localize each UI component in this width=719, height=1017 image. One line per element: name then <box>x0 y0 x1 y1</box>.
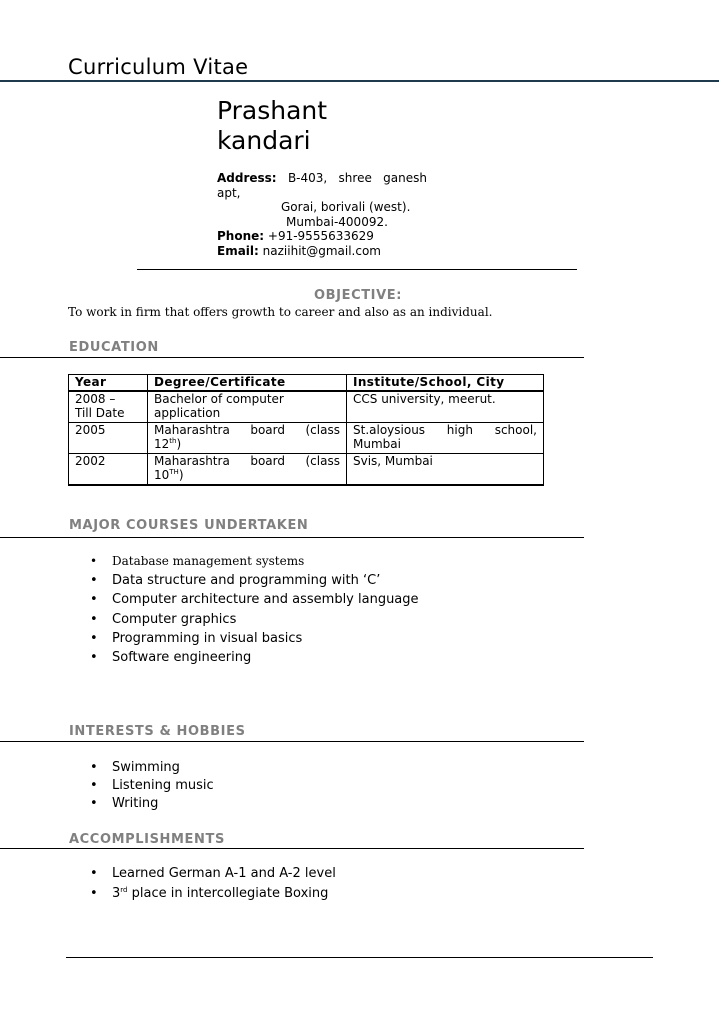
address-line-2: apt, <box>217 185 241 200</box>
table-row <box>69 422 544 453</box>
year-line: 2005 <box>75 422 106 437</box>
degree-line <box>154 468 340 483</box>
list-item: • Writing <box>90 795 214 813</box>
phone-value: +91-9555633629 <box>267 229 374 243</box>
list-item: • Database management systems <box>90 552 419 571</box>
list-item: • Software engineering <box>90 648 419 667</box>
degree-word: (class <box>305 422 340 437</box>
courses-list <box>90 552 419 667</box>
institute-word: school, <box>494 422 537 437</box>
degree-line <box>154 454 340 469</box>
address-word: B-403, <box>287 171 328 185</box>
degree-cell <box>148 453 347 485</box>
place-suffix: rd <box>120 885 128 894</box>
courses-heading: MAJOR COURSES UNDERTAKEN <box>69 518 309 533</box>
objective-heading: OBJECTIVE: <box>314 288 403 303</box>
table-row <box>69 453 544 485</box>
institute-cell <box>347 391 544 423</box>
degree-word: board <box>250 422 285 437</box>
education-rule <box>0 357 584 358</box>
list-item: • Learned German A-1 and A-2 level <box>90 864 336 884</box>
accomplishments-rule <box>0 848 584 849</box>
list-item: • Swimming <box>90 759 214 777</box>
list-item: • Data structure and programming with ‘C’ <box>90 571 419 590</box>
degree-word: (class <box>305 453 340 468</box>
contact-block <box>217 171 427 258</box>
education-table <box>68 374 544 486</box>
address-line-3: Gorai, borivali (west). <box>281 200 411 214</box>
institute-line: CCS university, meerut. <box>353 391 496 406</box>
degree-word: Maharashtra <box>154 453 230 468</box>
year-line: Till Date <box>75 406 125 420</box>
list-item <box>90 884 336 904</box>
header-rule <box>0 80 719 82</box>
year-cell <box>69 453 148 485</box>
degree-line <box>154 437 340 452</box>
year-line: 2008 – <box>75 391 116 406</box>
degree-word: board <box>250 453 285 468</box>
column-header-year: Year <box>69 375 148 391</box>
degree-sup: th <box>169 437 177 445</box>
list-item: • Computer graphics <box>90 610 419 629</box>
institute-line: Mumbai <box>353 437 401 451</box>
degree-close: ) <box>176 437 182 451</box>
column-header-institute: Institute/School, City <box>347 375 544 391</box>
address-word: shree <box>338 171 372 185</box>
place-text: place in intercollegiate Boxing <box>127 885 329 901</box>
document-title: Curriculum Vitae <box>68 55 249 79</box>
institute-line <box>353 423 537 438</box>
institute-word: high <box>446 422 473 437</box>
courses-rule <box>0 537 584 538</box>
footer-rule <box>66 957 653 958</box>
contact-rule <box>137 269 577 270</box>
address-line-4: Mumbai-400092. <box>286 214 388 229</box>
institute-line: Svis, Mumbai <box>353 453 433 468</box>
email-value: naziihit@gmail.com <box>262 243 381 258</box>
hobbies-list <box>90 759 214 813</box>
list-item: • Listening music <box>90 777 214 795</box>
institute-word: St.aloysious <box>353 422 426 437</box>
place-number: 3 <box>112 885 121 901</box>
phone-line <box>217 229 427 244</box>
objective-text: To work in firm that offers growth to career and also as an individual. <box>68 305 493 319</box>
table-row <box>69 391 544 423</box>
degree-close: ) <box>178 468 184 482</box>
degree-line: Bachelor of computer <box>154 391 284 406</box>
hobbies-heading: INTERESTS & HOBBIES <box>69 724 246 739</box>
degree-class: 12 <box>154 437 170 451</box>
degree-line <box>154 423 340 438</box>
address-label: Address: <box>217 171 277 185</box>
name-line-1: Prashant <box>217 96 328 125</box>
degree-line: application <box>154 406 221 420</box>
degree-cell <box>148 391 347 423</box>
institute-cell <box>347 453 544 485</box>
degree-word: Maharashtra <box>154 422 230 437</box>
candidate-name <box>217 96 437 156</box>
degree-sup: TH <box>169 468 179 476</box>
year-cell <box>69 391 148 423</box>
address-word: ganesh <box>383 171 427 185</box>
year-line: 2002 <box>75 453 106 468</box>
email-line <box>217 244 427 259</box>
table-header-row <box>69 375 544 391</box>
degree-cell <box>148 422 347 453</box>
accomplishments-list <box>90 864 336 903</box>
education-heading: EDUCATION <box>69 340 159 355</box>
list-item: • Computer architecture and assembly language <box>90 590 419 609</box>
column-header-degree: Degree/Certificate <box>148 375 347 391</box>
hobbies-rule <box>0 741 584 742</box>
phone-label: Phone: <box>217 229 265 243</box>
name-line-2: kandari <box>217 126 311 155</box>
list-item: • Programming in visual basics <box>90 629 419 648</box>
degree-class: 10 <box>154 468 170 482</box>
email-label: Email: <box>217 243 259 258</box>
institute-cell <box>347 422 544 453</box>
address-line-1 <box>217 171 427 186</box>
year-cell <box>69 422 148 453</box>
accomplishments-heading: ACCOMPLISHMENTS <box>69 832 225 847</box>
